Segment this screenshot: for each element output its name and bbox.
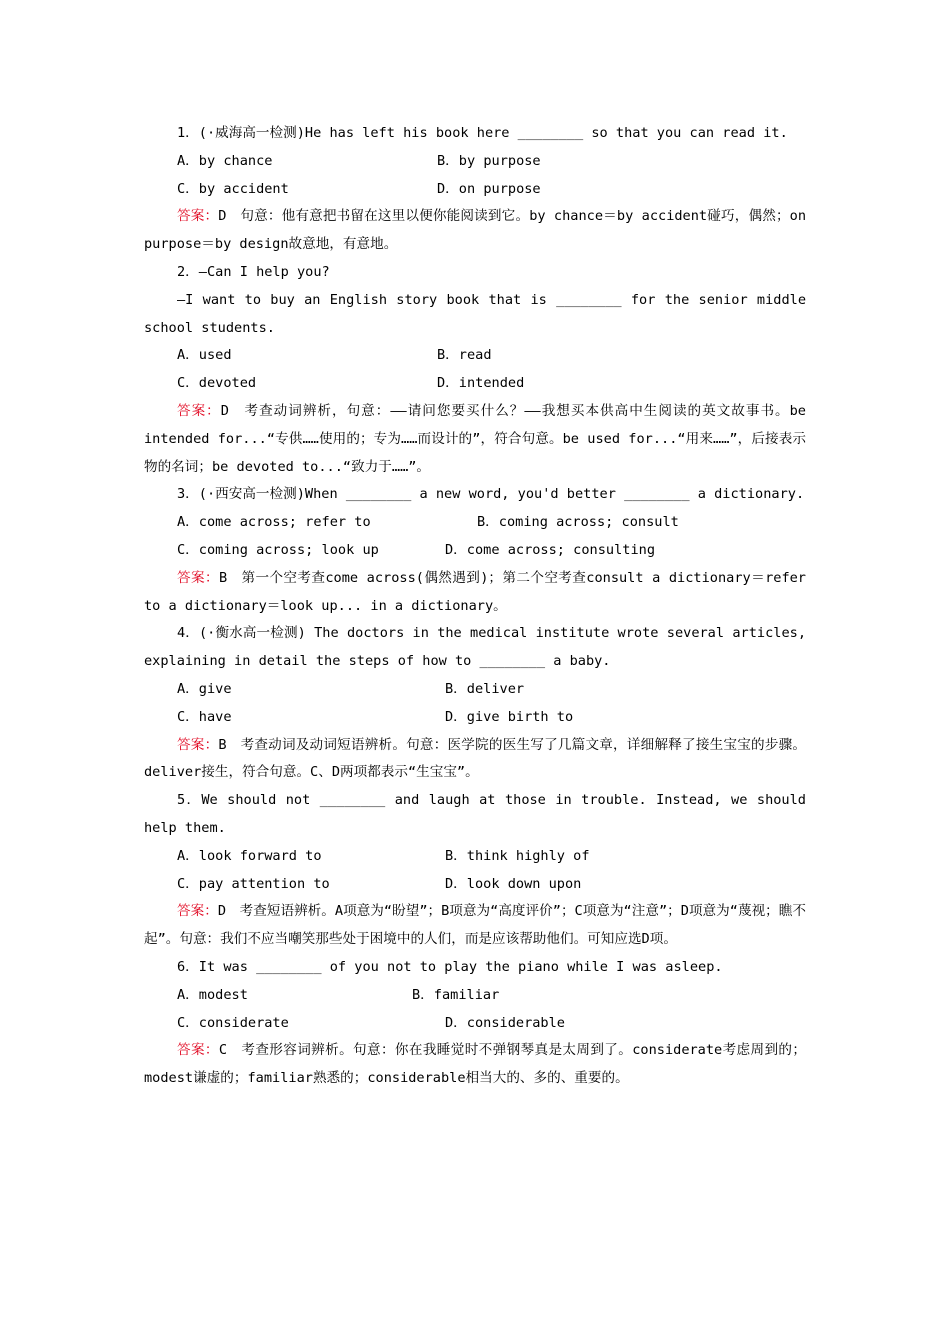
option-a: A．give — [177, 680, 232, 697]
option-d: D．on purpose — [437, 180, 541, 197]
option-a: A．come across; refer to — [177, 514, 371, 531]
answer-label: 答案： — [177, 736, 219, 753]
answer-label: 答案： — [177, 402, 221, 419]
option-d: D．come across; consulting — [445, 541, 656, 558]
question-6 — [144, 954, 806, 1093]
option-c: C．coming across; look up — [177, 541, 379, 558]
question-stem-line-2: —I want to buy an English story book that is ________ for the senior middle school students. — [144, 291, 806, 336]
question-2 — [144, 259, 806, 481]
option-c: C．have — [177, 708, 232, 725]
option-c: C．pay attention to — [177, 875, 330, 892]
document-page — [144, 120, 806, 1093]
option-d: D．look down upon — [445, 875, 582, 892]
answer-label: 答案： — [177, 569, 219, 586]
answer-label: 答案： — [177, 208, 219, 225]
option-a: A．look forward to — [177, 847, 322, 864]
answer-label: 答案： — [177, 903, 218, 920]
option-row — [144, 176, 806, 204]
option-b: B．read — [437, 347, 492, 364]
answer-block — [144, 1037, 806, 1093]
option-row — [144, 342, 806, 370]
question-5 — [144, 787, 806, 954]
option-b: B．deliver — [445, 680, 525, 697]
option-row — [144, 370, 806, 398]
answer-text: D 考查短语辨析。A项意为“盼望”；B项意为“高度评价”；C项意为“注意”；D项意为“蔑视；瞧不起”。句意：我们不应当嘲笑那些处于困境中的人们，而是应该帮助他们。可知应选D项。 — [144, 903, 806, 948]
option-row — [144, 676, 806, 704]
question-stem: 5．We should not ________ and laugh at those in trouble. Instead, we should help them. — [144, 792, 806, 836]
option-b: B．coming across; consult — [477, 514, 679, 531]
option-d: D．considerable — [445, 1014, 565, 1031]
question-stem: 1．(·威海高一检测)He has left his book here ________ so that you can read it. — [177, 125, 788, 141]
answer-block — [144, 203, 806, 259]
answer-text: D 考查动词辨析，句意：——请问您要买什么？——我想买本供高中生阅读的英文故事书。be intended for...“专供……使用的；专为……而设计的”，符合句意。be used for...“用来……”，后接表示物的名词；be devoted to...“致力于……”。 — [144, 402, 806, 475]
question-4 — [144, 620, 806, 787]
option-row — [144, 871, 806, 899]
answer-block — [144, 898, 806, 954]
option-row — [144, 148, 806, 176]
question-stem: 4．(·衡水高一检测) The doctors in the medical institute wrote several articles, explaining in detail the steps of how to ________ a baby. — [144, 625, 806, 670]
answer-block — [144, 732, 806, 788]
option-row — [144, 537, 806, 565]
option-row — [144, 843, 806, 871]
option-a: A．modest — [177, 986, 248, 1003]
option-d: D．intended — [437, 375, 525, 392]
question-1 — [144, 120, 806, 259]
question-stem: 3．(·西安高一检测)When ________ a new word, you'd better ________ a dictionary. — [177, 486, 805, 503]
option-row — [144, 704, 806, 732]
option-b: B．familiar — [412, 986, 500, 1003]
option-b: B．by purpose — [437, 152, 541, 169]
option-a: A．used — [177, 347, 232, 364]
answer-text: B 考查动词及动词短语辨析。句意：医学院的医生写了几篇文章，详细解释了接生宝宝的步骤。deliver接生，符合句意。C、D两项都表示“生宝宝”。 — [144, 736, 806, 781]
answer-text: B 第一个空考查come across(偶然遇到)；第二个空考查consult a dictionary＝refer to a dictionary＝look up... in a dictionary。 — [144, 569, 806, 614]
option-b: B．think highly of — [445, 847, 590, 864]
option-row — [144, 982, 806, 1010]
option-row — [144, 509, 806, 537]
option-c: C．by accident — [177, 180, 289, 197]
option-a: A．by chance — [177, 152, 273, 169]
answer-block — [144, 565, 806, 621]
answer-text: D 句意：他有意把书留在这里以便你能阅读到它。by chance＝by accident碰巧，偶然；on purpose＝by design故意地，有意地。 — [144, 208, 807, 253]
option-row — [144, 1010, 806, 1038]
answer-text: C 考查形容词辨析。句意：你在我睡觉时不弹钢琴真是太周到了。considerate考虑周到的；modest谦虚的；familiar熟悉的；considerable相当大的、多的、重要的。 — [144, 1042, 806, 1087]
question-3 — [144, 481, 806, 620]
question-stem: 2．—Can I help you? — [177, 263, 330, 280]
option-c: C．considerate — [177, 1014, 289, 1031]
answer-block — [144, 398, 806, 481]
option-d: D．give birth to — [445, 708, 574, 725]
question-stem: 6．It was ________ of you not to play the piano while I was asleep. — [177, 958, 723, 975]
option-c: C．devoted — [177, 375, 257, 392]
answer-label: 答案： — [177, 1042, 219, 1059]
